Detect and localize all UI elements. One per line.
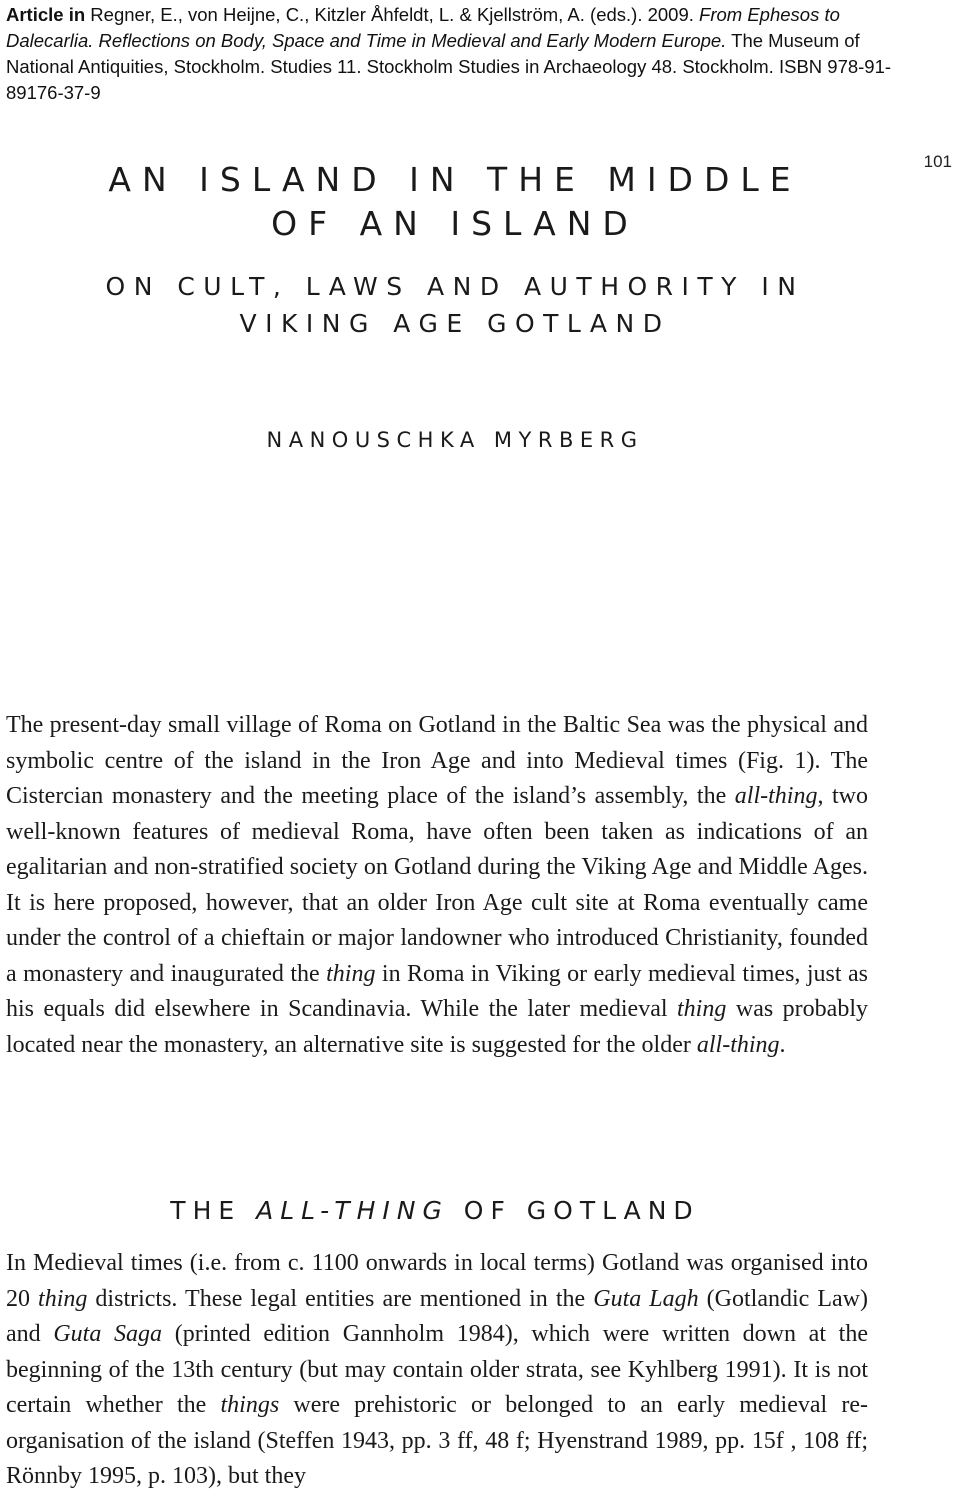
italic-term: thing [38,1285,88,1312]
article-subtitle [0,268,910,342]
heading-text: OF GOTLAND [448,1196,700,1225]
author-name: NANOUSCHKA MYRBERG [266,428,644,452]
italic-term: Guta Lagh [593,1285,699,1312]
text-run: districts. These legal entities are mentioned in the [87,1285,594,1312]
title-line-1: AN ISLAND IN THE MIDDLE [108,160,802,199]
text-run: , two well-known features of medieval Roma, have often been taken as indications of an egalitarian and non-stratified society on Gotland during the Viking Age and Middle Ages. It is here proposed, however, that an older Iron Age cult site at Roma eventually came under the control of a chieftain or major landowner who introduced Christianity, founded a monastery and inaugurated the [6,783,869,987]
citation-lead: Article in [6,4,86,25]
citation-publisher: The Museum of National Antiquities, Stockholm. Studies 11. Stockholm Studies in Archaeology 48. Stockholm. ISBN 978-91-89176-37-9 [6,30,892,103]
text-run: was probably located near the monastery, an alternative site is suggested for the older [6,996,868,1058]
text-run: in Roma in Viking or early medieval times, just as his equals did elsewhere in Scandinavia. While the later medieval [6,960,868,1022]
text-run: In Medieval times (i.e. from c. 1100 onwards in local terms) Gotland was organised into 20 [6,1250,868,1312]
abstract-paragraph [6,708,868,1063]
citation-header [6,2,906,106]
body-paragraph [6,1246,868,1495]
subtitle-line-1: ON CULT, LAWS AND AUTHORITY IN [105,272,805,301]
italic-term: thing [677,996,727,1022]
citation-book-title: From Ephesos to Dalecarlia. Reflections on Body, Space and Time in Medieval and Early Modern Europe. [6,4,840,51]
italic-term: all-thing [696,1031,780,1058]
page-number: 101 [923,152,952,171]
text-run: were prehistoric or belonged to an early medieval re-organisation of the island (Steffen 1943, pp. 3 ff, 48 f; Hyenstrand 1989, pp. 15f , 108 ff; Rönnby 1995, p. 103), but they [6,1392,869,1489]
text-run: (Gotlandic Law) and [6,1285,869,1347]
heading-italic: ALL-THING [256,1196,449,1225]
subtitle-line-2: VIKING AGE GOTLAND [239,309,671,338]
text-run: (printed edition Gannholm 1984), which were written down at the beginning of the 13th century (but may contain older strata, see Kyhlberg 1991). It is not certain whether the [6,1321,869,1418]
text-run: . [779,1031,786,1058]
italic-term: all-thing [734,783,818,809]
heading-text: THE [170,1196,257,1225]
italic-term: things [220,1392,280,1418]
article-title [0,158,910,246]
text-run: The present-day small village of Roma on Gotland in the Baltic Sea was the physical and symbolic centre of the island in the Iron Age and into Medieval times (Fig. 1). The Cistercian monastery and the meeting place of the island’s assembly, the [6,712,868,809]
title-line-2: OF AN ISLAND [271,204,639,243]
citation-authors: Regner, E., von Heijne, C., Kitzler Åhfeldt, L. & Kjellström, A. (eds.). 2009. [85,4,700,25]
italic-term: thing [326,960,376,987]
section-heading [0,1196,870,1225]
italic-term: Guta Saga [53,1321,163,1347]
